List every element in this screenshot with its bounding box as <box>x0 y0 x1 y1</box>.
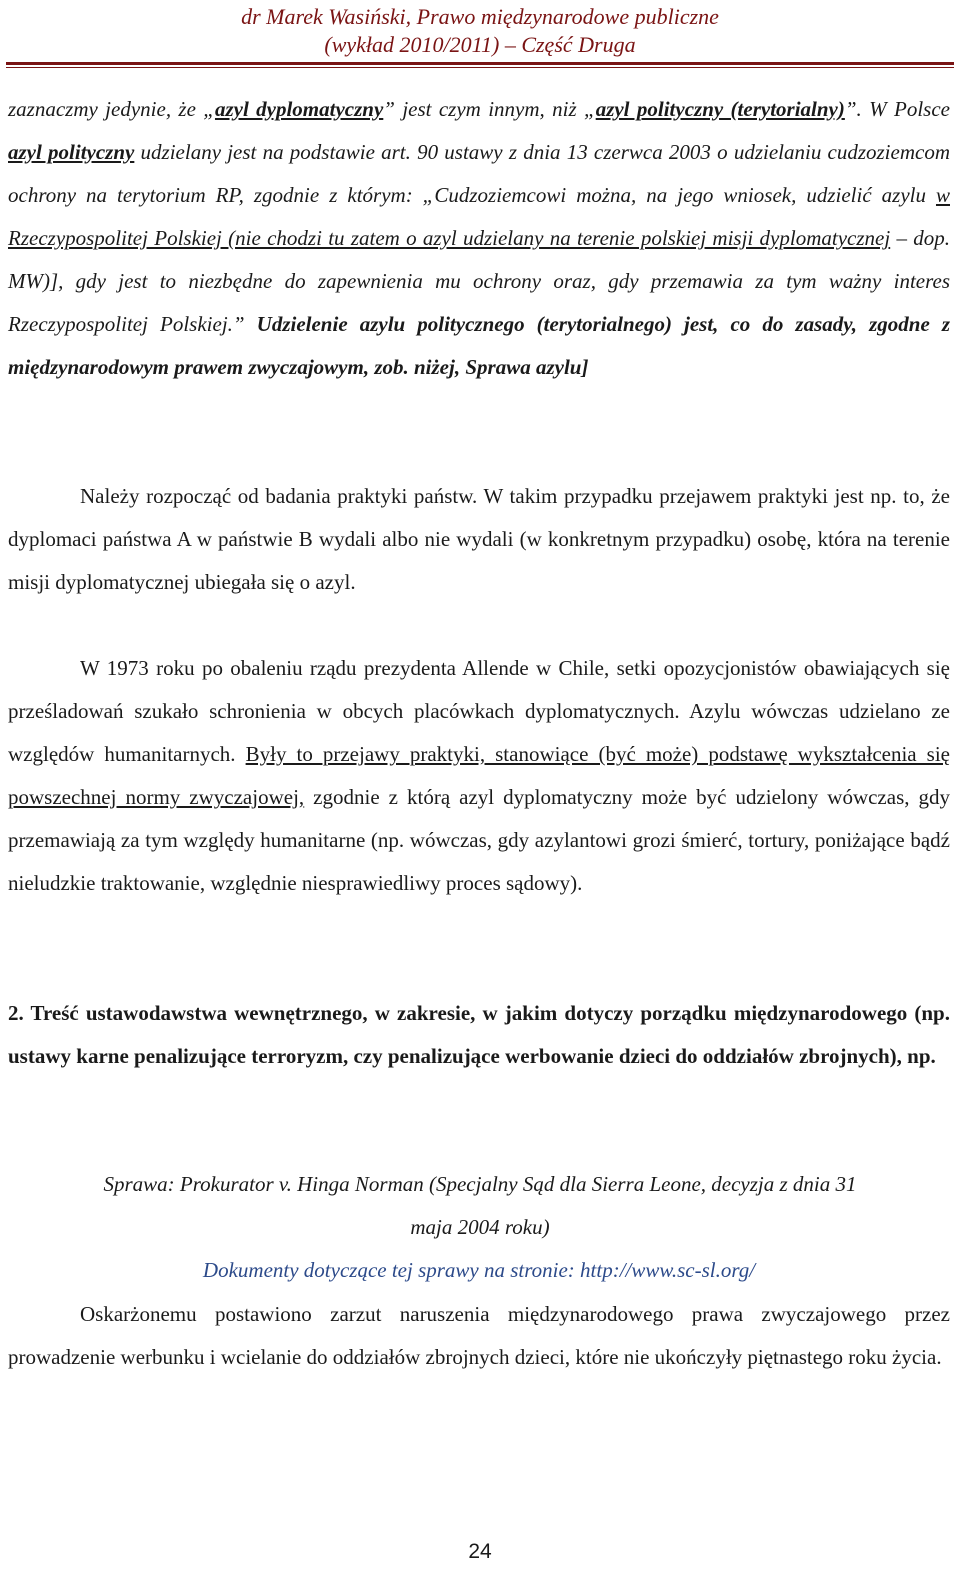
page-number: 24 <box>468 1540 492 1563</box>
paragraph-chile-1973 <box>8 647 950 905</box>
text-span: ” jest czym innym, niż „ <box>383 97 596 121</box>
case-documents-link-line <box>8 1249 950 1292</box>
header-rule-thick <box>6 62 954 65</box>
case-documents-link[interactable]: Dokumenty dotyczące tej sprawy na stronie: http://www.sc-sl.org/ <box>202 1258 756 1282</box>
paragraph-asylum-note <box>8 88 950 389</box>
underlined-remark: w Rzeczypospolitej Polskiej (nie chodzi tu zatem o azyl udzielany na terenie polskiej misji dyplomatycznej <box>8 183 950 250</box>
text-span: ”. W Polsce <box>844 97 950 121</box>
term-political-asylum: azyl polityczny (terytorialny) <box>595 97 845 121</box>
case-title: Sprawa: Prokurator v. Hinga Norman (Specjalny Sąd dla Sierra Leone, decyzja z dnia 31 maja 2004 roku) <box>103 1172 857 1239</box>
text-span: zgodnie z którą azyl dyplomatyczny może być udzielony wówczas, gdy przemawiają za tym względy humanitarne (np. wówczas, gdy azylantowi grozi śmierć, tortury, poniżające bądź nieludzkie traktowanie, względnie niesprawiedliwy proces sądowy). <box>8 785 950 895</box>
text-span: – dop. MW)], gdy jest to niezbędne do zapewnienia mu ochrony oraz, gdy przemawia za tym ważny interes Rzeczypospolitej Polskiej.” <box>8 226 950 336</box>
bold-reference: niżej, Sprawa azylu] <box>408 355 589 379</box>
bold-statement: Udzielenie azylu politycznego (terytorialnego) jest, co do zasady, zgodne z międzynarodowym prawem zwyczajowym, zob. <box>8 312 950 379</box>
term-diplomatic-asylum: azyl dyplomatyczny <box>214 97 384 121</box>
text-span: W 1973 roku po obaleniu rządu prezydenta Allende w Chile, setki opozycjonistów obawiających się prześladowań szukało schronienia w obcych placówkach dyplomatycznych. Azylu wówczas udzielano ze względów humanitarnych. <box>8 656 950 766</box>
text-span: zaznaczmy jedynie, że „ <box>8 97 215 121</box>
underlined-statement: Były to przejawy praktyki, stanowiące (być może) podstawę wykształcenia się powszechnej normy zwyczajowej, <box>8 742 950 809</box>
paragraph-indictment: Oskarżonemu postawiono zarzut naruszenia międzynarodowego prawa zwyczajowego przez prowadzenie werbunku i wcielanie do oddziałów zbrojnych dzieci, które nie ukończyły piętnastego roku życia. <box>8 1302 950 1369</box>
page-header <box>0 0 960 64</box>
term-political-asylum-2: azyl polityczny <box>8 140 135 164</box>
header-lecture-line: (wykład 2010/2011) – Część Druga <box>324 32 636 57</box>
paragraph-state-practice: Należy rozpocząć od badania praktyki państw. W takim przypadku przejawem praktyki jest np. to, że dyplomaci państwa A w państwie B wydali albo nie wydali (w konkretnym przypadku) osobę, która na terenie misji dyplomatycznej ubiegała się o azyl. <box>8 484 950 594</box>
text-span: udzielany jest na podstawie art. 90 ustawy z dnia 13 czerwca 2003 o udzielaniu cudzoziemcom ochrony na terytorium RP, zgodnie z którym: „Cudzoziemcowi można, na jego wniosek, udzielić azylu <box>8 140 950 207</box>
paragraph-domestic-legislation: 2. Treść ustawodawstwa wewnętrznego, w zakresie, w jakim dotyczy porządku międzynarodowego (np. ustawy karne penalizujące terroryzm, czy penalizujące werbowanie dzieci do oddziałów zbrojnych), np. <box>8 1001 950 1068</box>
header-author-line: dr Marek Wasiński, Prawo międzynarodowe publiczne <box>241 4 719 29</box>
header-rule-thin <box>6 67 954 68</box>
